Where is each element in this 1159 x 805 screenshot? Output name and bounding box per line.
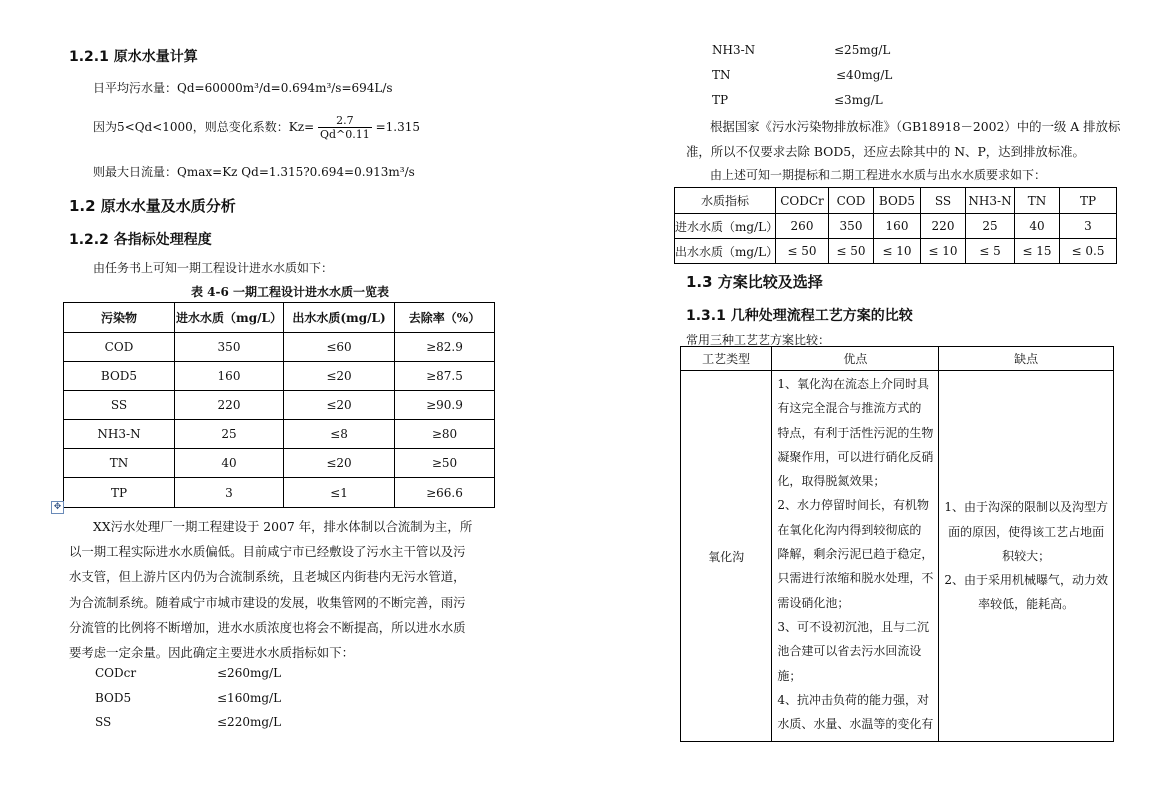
table-cell: ≤1 <box>284 478 395 508</box>
table-cell: ≥50 <box>395 449 495 478</box>
known-line: 由上述可知一期提标和二期工程进水水质与出水水质要求如下： <box>710 168 1047 182</box>
cons-line: 率较低，能耗高。 <box>978 597 1075 612</box>
heading-1-3: 1.3 方案比较及选择 <box>686 273 823 291</box>
paragraph-line: 以一期工程实际进水水质偏低。目前咸宁市已经敷设了污水主干管以及污 <box>69 544 466 560</box>
process-comparison-table <box>680 346 1114 742</box>
table-cell: ≤ 10 <box>874 239 921 264</box>
col-header: SS <box>921 188 966 214</box>
table-row <box>675 239 1117 264</box>
table-cell: ≤8 <box>284 420 395 449</box>
index-name: NH3-N <box>712 43 756 57</box>
pros-line: 池合建可以省去污水回流设 <box>777 644 922 659</box>
col-header: TP <box>1060 188 1117 214</box>
pros-line: 2、水力停留时间长，有机物 <box>777 498 929 513</box>
table-cell: TP <box>64 478 175 508</box>
pros-line: 化，取得脱氮效果； <box>777 474 886 489</box>
index-name: TN <box>712 68 731 82</box>
cons-text <box>940 495 1112 616</box>
common-line: 常用三种工艺艺方案比较： <box>686 333 831 347</box>
pros-cell <box>772 371 939 742</box>
paragraph-line: 分流管的比例将不断增加，进水水质浓度也将会不断提高，所以进水水质 <box>69 619 466 635</box>
table-cell: ≥80 <box>395 420 495 449</box>
table-move-handle-icon[interactable]: ✥ <box>51 501 64 514</box>
index-value: ≤220mg/L <box>217 715 282 729</box>
table-cell: ≥90.9 <box>395 391 495 420</box>
index-value: ≤160mg/L <box>217 691 282 705</box>
table-cell: 出水水质（mg/L） <box>675 239 776 264</box>
table-cell: ≤20 <box>284 449 395 478</box>
kz-numerator: 2.7 <box>318 114 372 128</box>
table-cell: 160 <box>175 362 284 391</box>
table-cell: ≤ 10 <box>921 239 966 264</box>
daily-average-flow: 日平均污水量：Qd=60000m³/d=0.694m³/s=694L/s <box>93 81 393 95</box>
influent-quality-table <box>63 302 495 508</box>
table-cell: 350 <box>829 214 874 239</box>
table-cell: 25 <box>175 420 284 449</box>
heading-1-2-2: 1.2.2 各指标处理程度 <box>69 232 212 248</box>
table-cell: 3 <box>175 478 284 508</box>
table-cell: 40 <box>1015 214 1060 239</box>
table-cell: ≤ 5 <box>966 239 1015 264</box>
col-header: 优点 <box>772 347 939 371</box>
paragraph-line: XX污水处理厂一期工程建设于 2007 年，排水体制以合流制为主，所 <box>93 519 473 534</box>
kz-fraction <box>318 114 372 141</box>
kz-suffix: =1.315 <box>375 120 421 134</box>
table-caption: 表 4-6 一期工程设计进水水质一览表 <box>191 285 390 299</box>
process-type-cell: 氧化沟 <box>681 371 772 742</box>
table-row <box>681 371 1114 742</box>
table-header-row <box>681 347 1114 371</box>
table-cell: ≤ 50 <box>829 239 874 264</box>
cons-line: 2、由于采用机械曝气，动力效 <box>944 573 1108 588</box>
heading-1-3-1: 1.3.1 几种处理流程工艺方案的比较 <box>686 308 913 324</box>
table-cell: ≤60 <box>284 333 395 362</box>
index-name: CODcr <box>95 666 137 680</box>
pros-line: 3、可不设初沉池，且与二沉 <box>777 619 929 634</box>
variation-coefficient <box>93 114 420 141</box>
table-cell: ≤ 15 <box>1015 239 1060 264</box>
table-row <box>675 214 1117 239</box>
table-cell: COD <box>64 333 175 362</box>
cons-line: 1、由于沟深的限制以及沟型方 <box>944 500 1108 515</box>
table-cell: SS <box>64 391 175 420</box>
col-header: NH3-N <box>966 188 1015 214</box>
pros-line: 1、氧化沟在流态上介同时具 <box>777 377 929 391</box>
pros-text <box>773 372 937 736</box>
index-name: SS <box>95 715 112 729</box>
intro-text: 由任务书上可知一期工程设计进水水质如下： <box>93 261 334 275</box>
col-header: 去除率（%） <box>395 303 495 333</box>
pros-line: 需设硝化池； <box>777 595 850 610</box>
cons-cell <box>939 371 1114 742</box>
index-value: ≤25mg/L <box>834 43 891 57</box>
table-cell: 进水水质（mg/L） <box>675 214 776 239</box>
table-row <box>64 362 495 391</box>
pros-line: 特点，有利于活性污泥的生物 <box>777 425 934 440</box>
table-cell: 160 <box>874 214 921 239</box>
table-row <box>64 420 495 449</box>
standard-paragraph <box>686 114 1121 164</box>
table-cell: 350 <box>175 333 284 362</box>
col-header: 水质指标 <box>675 188 776 214</box>
table-row <box>64 333 495 362</box>
table-cell: 220 <box>921 214 966 239</box>
table-header-row <box>675 188 1117 214</box>
table-row <box>64 391 495 420</box>
pros-line: 只需进行浓缩和脱水处理，不 <box>777 571 934 586</box>
table-cell: 3 <box>1060 214 1117 239</box>
kz-prefix: 因为5<Qd<1000，则总变化系数：Kz= <box>93 120 315 134</box>
heading-1-2: 1.2 原水水量及水质分析 <box>69 197 236 215</box>
table-cell: ≤20 <box>284 362 395 391</box>
table-cell: TN <box>64 449 175 478</box>
quality-requirement-table <box>674 187 1117 264</box>
table-cell: NH3-N <box>64 420 175 449</box>
paragraph-line: 水支管，但上游片区内仍为合流制系统，且老城区内街巷内无污水管道， <box>69 569 466 585</box>
col-header: 出水水质(mg/L) <box>284 303 395 333</box>
kz-denominator: Qd^0.11 <box>319 128 370 141</box>
col-header: 进水水质（mg/L） <box>175 303 284 333</box>
max-daily-flow: 则最大日流量：Qmax=Kz Qd=1.315?0.694=0.913m³/s <box>93 165 415 179</box>
index-value: ≤40mg/L <box>836 68 893 82</box>
pros-line: 有这完全混合与推流方式的 <box>777 401 922 416</box>
paragraph-line: 根据国家《污水污染物排放标准》（GB18918－2002）中的一级 A 排放标 <box>710 119 1121 134</box>
col-header: COD <box>829 188 874 214</box>
paragraph-line: 准，所以不仅要求去除 BOD5，还应去除其中的 N、P，达到排放标准。 <box>686 144 1085 160</box>
col-header: 缺点 <box>939 347 1114 371</box>
table-cell: 25 <box>966 214 1015 239</box>
pros-line: 4、抗冲击负荷的能力强，对 <box>777 692 929 707</box>
index-value: ≤3mg/L <box>834 93 883 107</box>
col-header: 污染物 <box>64 303 175 333</box>
col-header: TN <box>1015 188 1060 214</box>
index-value: ≤260mg/L <box>217 666 282 680</box>
index-name: TP <box>712 93 729 107</box>
pros-line: 降解，剩余污泥已趋于稳定， <box>777 547 934 562</box>
table-cell: ≥87.5 <box>395 362 495 391</box>
table-row <box>64 478 495 508</box>
table-cell: 40 <box>175 449 284 478</box>
col-header: CODCr <box>776 188 829 214</box>
table-cell: ≤ 50 <box>776 239 829 264</box>
pros-line: 凝聚作用，可以进行硝化反硝 <box>777 449 934 464</box>
pros-line: 水质、水量、水温等的变化有 <box>777 717 934 732</box>
table-header-row <box>64 303 495 333</box>
table-cell: BOD5 <box>64 362 175 391</box>
table-cell: 220 <box>175 391 284 420</box>
heading-1-2-1: 1.2.1 原水水量计算 <box>69 49 198 65</box>
col-header: BOD5 <box>874 188 921 214</box>
table-cell: ≥66.6 <box>395 478 495 508</box>
col-header: 工艺类型 <box>681 347 772 371</box>
table-row <box>64 449 495 478</box>
index-name: BOD5 <box>95 691 132 705</box>
table-cell: ≤20 <box>284 391 395 420</box>
table-cell: ≥82.9 <box>395 333 495 362</box>
cons-line: 面的原因，使得该工艺占地面 <box>948 524 1105 539</box>
table-cell: ≤ 0.5 <box>1060 239 1117 264</box>
body-paragraph <box>69 514 479 665</box>
cons-line: 积较大； <box>1002 548 1051 563</box>
paragraph-line: 为合流制系统。随着咸宁市城市建设的发展，收集管网的不断完善，雨污 <box>69 594 466 610</box>
pros-line: 在氧化化沟内得到较彻底的 <box>777 522 922 537</box>
pros-line: 施； <box>777 668 802 683</box>
paragraph-line: 要考虑一定余量。因此确定主要进水水质指标如下： <box>69 645 354 661</box>
table-cell: 260 <box>776 214 829 239</box>
